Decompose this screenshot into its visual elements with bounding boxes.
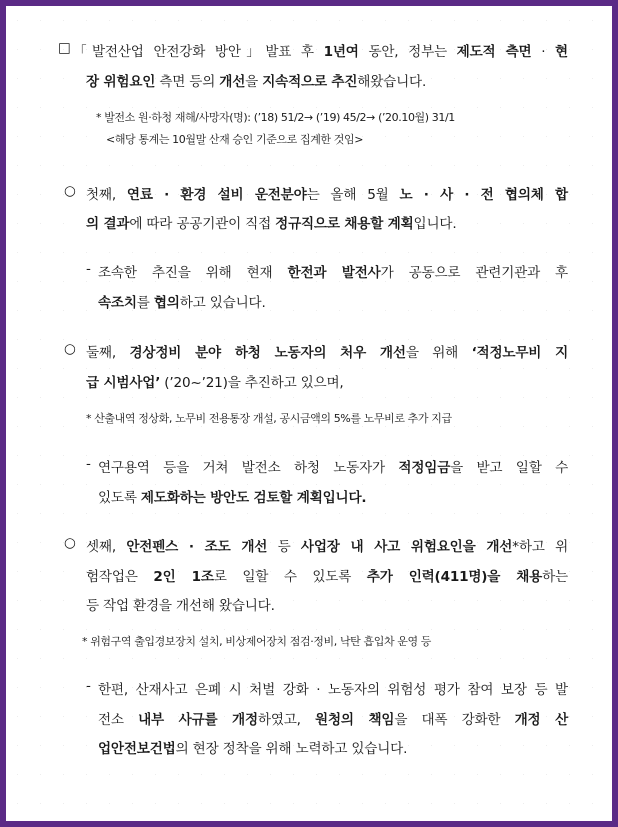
intro-line-2-run: 해왔습니다. bbox=[357, 74, 427, 90]
intro-line-2-run: 장 위험요인 bbox=[86, 74, 156, 90]
first-sub-line-2 bbox=[98, 291, 266, 311]
third-sub-dash: - bbox=[86, 678, 91, 694]
intro-line-2-run: 지속적으로 추진 bbox=[262, 74, 358, 90]
second-sub-line-1-run: 적정임금 bbox=[398, 460, 451, 476]
second-sub-line-1-run: 을 받고 일할 수 bbox=[450, 460, 569, 476]
second-line-1-run: 을 위해 bbox=[405, 345, 472, 361]
first-line-1-run: 연료 · 환경 설비 운전분야 bbox=[126, 187, 307, 203]
intro-line-1-run: · bbox=[531, 44, 556, 60]
second-note: * 산출내역 정상화, 노무비 전용통장 개설, 공시금액의 5%를 노무비로 추가 지급 bbox=[86, 412, 452, 425]
second-line-2-run: (’20~’21) bbox=[160, 375, 228, 391]
intro-line-2-run: 을 bbox=[245, 74, 263, 90]
second-sub-line-1 bbox=[98, 456, 568, 476]
third-line-2-run: 하는 bbox=[542, 569, 568, 585]
first-line-2-run: 입니다. bbox=[413, 216, 457, 232]
intro-line-1-run: 동안, 정부는 bbox=[358, 44, 457, 60]
third-sub-line-2 bbox=[98, 708, 568, 728]
intro-line-1-run: 현 bbox=[555, 44, 568, 60]
first-sub-line-2-run: 협의 bbox=[153, 295, 180, 311]
first-sub-line-1 bbox=[98, 261, 568, 281]
second-line-1-run: 둘째, bbox=[86, 345, 130, 361]
third-sub-line-1-run: 한편, 산재사고 은폐 시 처벌 강화 · 노동자의 위험성 평가 참여 보장 등 발 bbox=[98, 682, 568, 698]
third-sub-line-3-run: 의 현장 정착을 위해 노력하고 있습니다. bbox=[175, 741, 408, 757]
second-sub-dash: - bbox=[86, 456, 91, 472]
first-sub-line-2-run: 하고 있습니다. bbox=[179, 295, 266, 311]
third-sub-line-1 bbox=[98, 678, 568, 698]
intro-line-2-run: 측면 등의 bbox=[155, 74, 220, 90]
third-line-1-run: *하고 위 bbox=[512, 539, 568, 555]
third-sub-line-2-run: 개정 산 bbox=[514, 712, 569, 728]
third-line-3 bbox=[86, 594, 275, 614]
third-bullet: ○ bbox=[64, 535, 76, 551]
second-sub-line-2 bbox=[98, 486, 366, 506]
third-line-2 bbox=[86, 565, 568, 585]
second-sub-line-1-run: 연구용역 등을 거쳐 발전소 하청 노동자가 bbox=[98, 460, 399, 476]
first-sub-line-2-run: 를 bbox=[136, 295, 154, 311]
first-line-1-run: 는 올해 5월 bbox=[306, 187, 400, 203]
second-line-1 bbox=[86, 341, 568, 361]
second-line-2-run: 을 추진하고 있으며, bbox=[227, 375, 344, 391]
first-line-1-run: 노 · 사 · 전 협의체 합 bbox=[399, 187, 568, 203]
second-bullet: ○ bbox=[64, 341, 76, 357]
intro-note-stats: * 발전소 원·하청 재해/사망자(명): (’18) 51/2→ (’19) 45/2→ (’20.10월) 31/1 bbox=[96, 111, 455, 124]
intro-line-2-run: 개선 bbox=[219, 74, 246, 90]
second-sub-line-2-run: 있도록 bbox=[98, 490, 141, 506]
intro-note-basis: <해당 통계는 10월말 산재 승인 기준으로 집계한 것임> bbox=[106, 133, 364, 146]
third-sub-line-3-run: 업안전보건법 bbox=[98, 741, 176, 757]
document-page bbox=[6, 6, 612, 821]
third-line-1 bbox=[86, 535, 568, 555]
second-line-1-run: ‘적정노무비 지 bbox=[471, 345, 569, 361]
first-line-2-run: 정규직으로 채용할 계획 bbox=[275, 216, 414, 232]
intro-line-1-run: 제도적 측면 bbox=[456, 44, 532, 60]
third-line-2-run: 로 일할 수 있도록 bbox=[213, 569, 367, 585]
first-line-2 bbox=[86, 212, 456, 232]
third-line-2-run: 2인 1조 bbox=[153, 569, 214, 585]
third-line-2-run: 험작업은 bbox=[86, 569, 154, 585]
third-sub-line-3 bbox=[98, 737, 407, 757]
second-line-2 bbox=[86, 371, 344, 391]
intro-line-1-run: 1년여 bbox=[323, 44, 359, 60]
third-sub-line-2-run: 을 대폭 강화한 bbox=[394, 712, 515, 728]
third-line-1-run: 사업장 내 사고 위험요인을 개선 bbox=[300, 539, 513, 555]
third-sub-line-2-run: 하였고, bbox=[257, 712, 316, 728]
second-line-1-run: 경상정비 분야 하청 노동자의 처우 개선 bbox=[129, 345, 406, 361]
third-sub-line-2-run: 원청의 책임 bbox=[315, 712, 395, 728]
first-line-2-run: 의 결과 bbox=[86, 216, 130, 232]
intro-line-1-run: 「발전산업 안전강화 방안」발표 후 bbox=[73, 44, 324, 60]
first-sub-line-2-run: 속조치 bbox=[98, 295, 137, 311]
intro-line-1 bbox=[73, 40, 568, 60]
first-line-1-run: 첫째, bbox=[86, 187, 127, 203]
first-line-1 bbox=[86, 183, 568, 203]
third-note: * 위험구역 출입경보장치 설치, 비상제어장치 점검·정비, 낙탄 흡입차 운영 등 bbox=[82, 635, 432, 648]
third-sub-line-2-run: 전소 bbox=[98, 712, 139, 728]
third-line-1-run: 등 bbox=[267, 539, 301, 555]
intro-bullet: □ bbox=[58, 40, 71, 56]
third-line-2-run: 추가 인력(411명)을 채용 bbox=[366, 569, 543, 585]
second-line-2-run: 급 시범사업’ bbox=[86, 375, 161, 391]
third-sub-line-2-run: 내부 사규를 개정 bbox=[138, 712, 258, 728]
first-sub-line-1-run: 조속한 추진을 위해 현재 bbox=[98, 265, 288, 281]
third-line-1-run: 셋째, bbox=[86, 539, 127, 555]
first-line-2-run: 에 따라 공공기관이 직접 bbox=[129, 216, 276, 232]
first-sub-line-1-run: 가 공동으로 관련기관과 후 bbox=[380, 265, 568, 281]
intro-line-2 bbox=[86, 70, 426, 90]
third-line-3-run: 등 작업 환경을 개선해 왔습니다. bbox=[86, 598, 275, 614]
second-sub-line-2-run: 제도화하는 방안도 검토할 계획입니다. bbox=[140, 490, 367, 506]
first-sub-dash: - bbox=[86, 261, 91, 277]
third-line-1-run: 안전펜스 · 조도 개선 bbox=[126, 539, 268, 555]
first-bullet: ○ bbox=[64, 183, 76, 199]
first-sub-line-1-run: 한전과 발전사 bbox=[287, 265, 381, 281]
